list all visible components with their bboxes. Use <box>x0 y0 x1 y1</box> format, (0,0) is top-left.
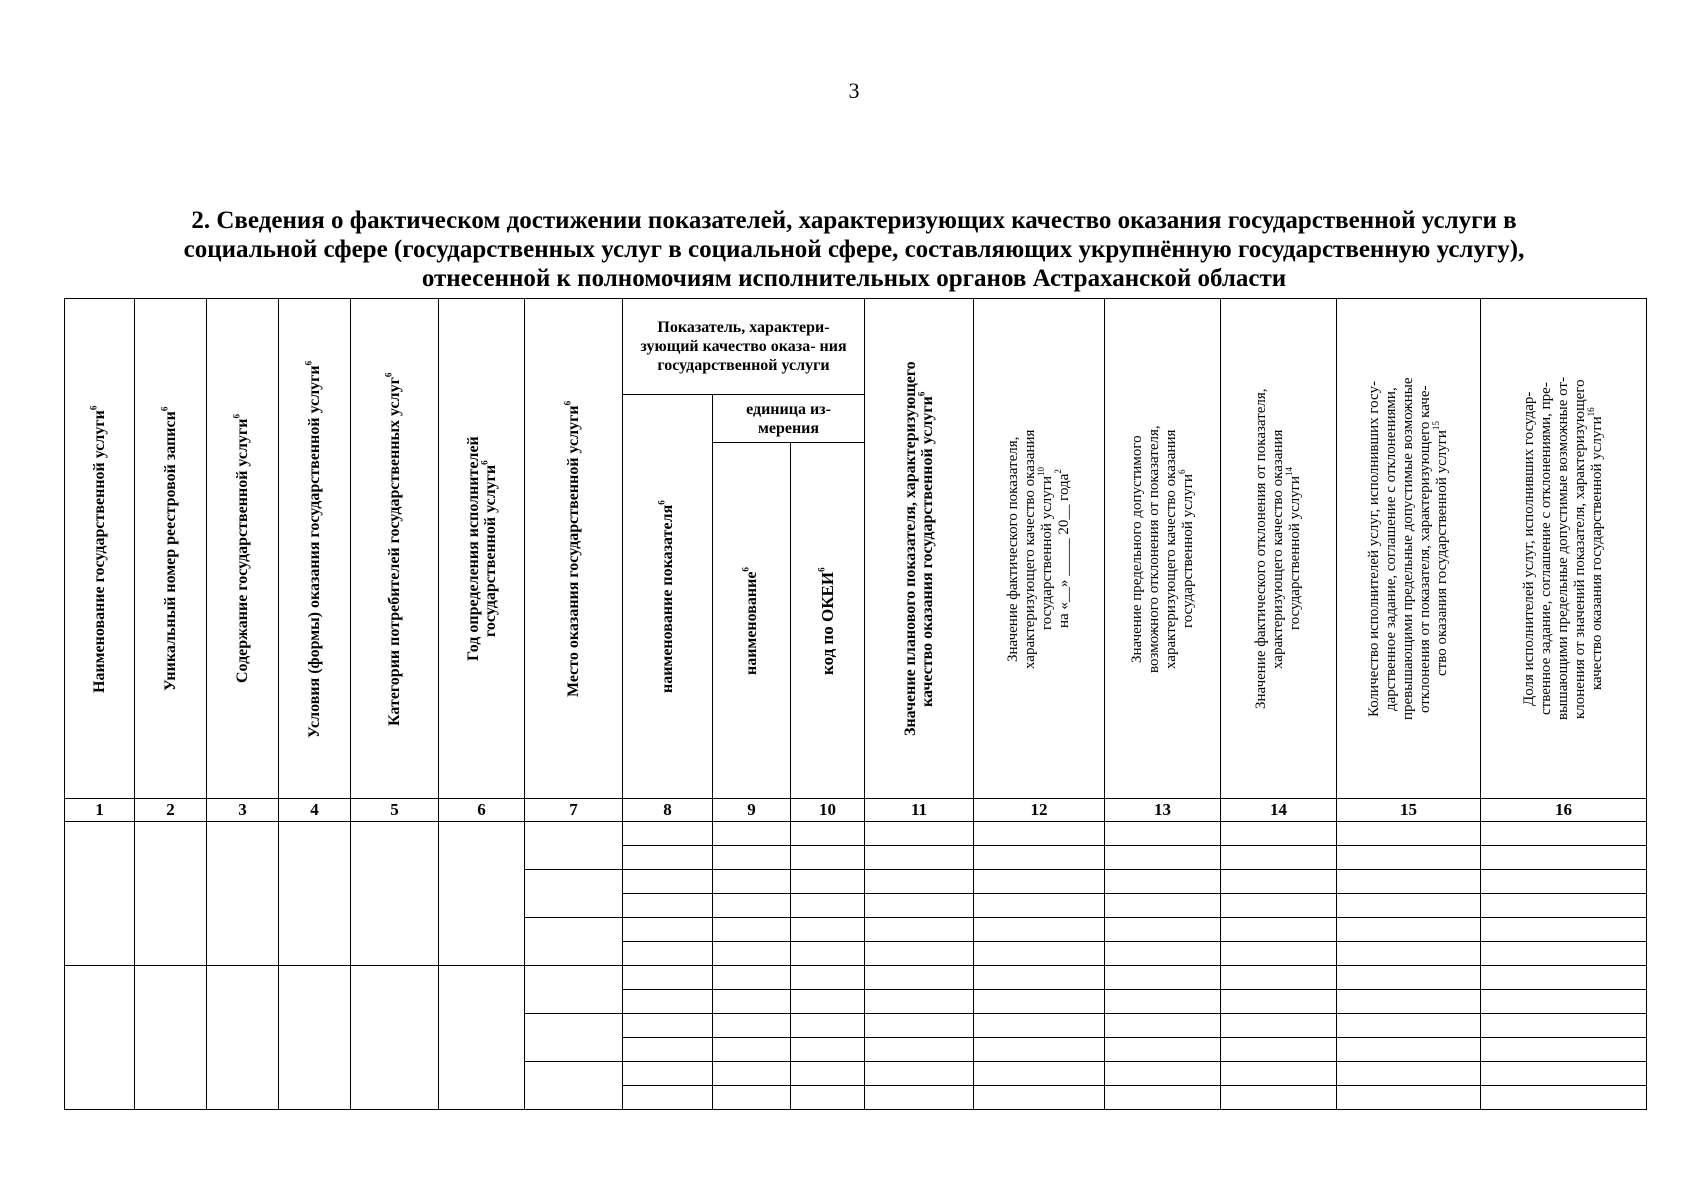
column-number: 10 <box>791 799 865 822</box>
column-number: 13 <box>1105 799 1221 822</box>
table-cell <box>974 1014 1105 1038</box>
table-cell <box>865 942 974 966</box>
column-number: 9 <box>713 799 791 822</box>
table-cell <box>791 870 865 894</box>
table-cell <box>865 870 974 894</box>
table-cell <box>1481 870 1647 894</box>
table-cell <box>1481 942 1647 966</box>
table-cell <box>974 1038 1105 1062</box>
table-cell <box>525 870 623 918</box>
table-cell <box>1481 990 1647 1014</box>
table-cell <box>623 1062 713 1086</box>
table-cell <box>1221 870 1337 894</box>
table-cell <box>713 918 791 942</box>
table-cell <box>1221 918 1337 942</box>
table-cell <box>974 822 1105 846</box>
header-col-6: Год определения исполнителей государственной услуги$^6$ <box>439 299 525 799</box>
table-cell <box>1481 822 1647 846</box>
table-cell <box>865 894 974 918</box>
table-cell <box>279 966 351 1110</box>
column-number: 8 <box>623 799 713 822</box>
table-cell <box>791 966 865 990</box>
header-col-9: наименование$^6$ <box>713 443 791 799</box>
table-cell <box>1481 1038 1647 1062</box>
table-cell <box>1481 894 1647 918</box>
table-cell <box>1337 1014 1481 1038</box>
table-cell <box>525 966 623 1014</box>
table-cell <box>1221 846 1337 870</box>
header-col-3: Содержание государственной услуги$^6$ <box>207 299 279 799</box>
table-cell <box>974 870 1105 894</box>
header-col-4: Условия (формы) оказания государственной услуги$^6$ <box>279 299 351 799</box>
table-cell <box>623 870 713 894</box>
table-cell <box>974 942 1105 966</box>
table-cell <box>1481 918 1647 942</box>
table-cell <box>791 1086 865 1110</box>
column-numbers-row <box>65 799 1647 822</box>
table-cell <box>623 918 713 942</box>
table-cell <box>1105 822 1221 846</box>
table-cell <box>865 846 974 870</box>
table-cell <box>1481 1014 1647 1038</box>
table-row <box>65 822 1647 846</box>
table-cell <box>713 1062 791 1086</box>
table-cell <box>525 822 623 870</box>
table-cell <box>1105 894 1221 918</box>
header-col-5: Категории потребителей государственных услуг$^6$ <box>351 299 439 799</box>
header-col-11: Значение планового показателя, характеризующего качество оказания государственной услуги$^6$ <box>865 299 974 799</box>
column-number: 4 <box>279 799 351 822</box>
table-cell <box>207 822 279 966</box>
table-cell <box>713 894 791 918</box>
table-cell <box>439 822 525 966</box>
table-cell <box>974 966 1105 990</box>
header-group-unit: единица из- мерения <box>713 395 865 443</box>
table-cell <box>865 990 974 1014</box>
table-cell <box>1221 990 1337 1014</box>
table-cell <box>1221 1062 1337 1086</box>
table-cell <box>974 1086 1105 1110</box>
table-cell <box>865 966 974 990</box>
column-number: 15 <box>1337 799 1481 822</box>
table-cell <box>974 894 1105 918</box>
table-cell <box>713 1086 791 1110</box>
table-cell <box>1337 1086 1481 1110</box>
table-cell <box>351 966 439 1110</box>
table-cell <box>1105 1038 1221 1062</box>
table-cell <box>1337 990 1481 1014</box>
column-number: 7 <box>525 799 623 822</box>
table-cell <box>279 822 351 966</box>
table-cell <box>791 918 865 942</box>
header-col-13: Значение предельного допустимого возможного отклонения от показателя, характеризующего качество оказания государственной услуги$^6$ <box>1105 299 1221 799</box>
table-cell <box>791 990 865 1014</box>
header-col-2: Уникальный номер реестровой записи$^6$ <box>135 299 207 799</box>
table-cell <box>1221 942 1337 966</box>
table-cell <box>974 846 1105 870</box>
table-cell <box>1337 1038 1481 1062</box>
table-cell <box>623 846 713 870</box>
table-cell <box>1105 918 1221 942</box>
table-cell <box>623 966 713 990</box>
table-cell <box>135 966 207 1110</box>
table-cell <box>865 1014 974 1038</box>
table-cell <box>791 942 865 966</box>
table-cell <box>865 822 974 846</box>
section-title <box>100 206 1608 293</box>
header-col-7: Место оказания государственной услуги$^6$ <box>525 299 623 799</box>
table-cell <box>623 822 713 846</box>
table-cell <box>791 1038 865 1062</box>
column-number: 16 <box>1481 799 1647 822</box>
table-cell <box>713 990 791 1014</box>
indicators-table <box>64 298 1647 1110</box>
table-cell <box>1481 1062 1647 1086</box>
table-cell <box>1221 966 1337 990</box>
table-cell <box>791 1014 865 1038</box>
table-cell <box>865 1086 974 1110</box>
table-cell <box>1481 846 1647 870</box>
header-col-8: наименование показателя$^6$ <box>623 395 713 799</box>
table-cell <box>865 1038 974 1062</box>
header-col-1: Наименование государственной услуги$^6$ <box>65 299 135 799</box>
table-cell <box>439 966 525 1110</box>
table-cell <box>713 966 791 990</box>
table-cell <box>791 822 865 846</box>
header-col-10: код по ОКЕИ$^6$ <box>791 443 865 799</box>
table-cell <box>1337 894 1481 918</box>
table-cell <box>623 1014 713 1038</box>
table-cell <box>1221 1014 1337 1038</box>
column-number: 3 <box>207 799 279 822</box>
header-col-14: Значение фактического отклонения от показателя, характеризующего качество оказания государственной услуги$^{14}$ <box>1221 299 1337 799</box>
table-cell <box>623 990 713 1014</box>
table-cell <box>1221 1038 1337 1062</box>
table-cell <box>623 1086 713 1110</box>
page-number: 3 <box>848 78 860 103</box>
column-number: 14 <box>1221 799 1337 822</box>
table-cell <box>1481 1086 1647 1110</box>
table-cell <box>65 966 135 1110</box>
header-col-12: Значение фактического показателя, характеризующего качество оказания государственной услуги$^{10}$ на «__» _____ 20__ года$^2$ <box>974 299 1105 799</box>
table-cell <box>207 966 279 1110</box>
table-cell <box>791 846 865 870</box>
table-cell <box>1105 942 1221 966</box>
header-col-15: Количество исполнителей услуг, исполнивших госу- дарственное задание, соглашение с отклонениями, превышающими предельные допустимые возможные отклонения от показателя, характеризующего каче- ство оказания государственной услуги$^{15}$ <box>1337 299 1481 799</box>
table-row <box>65 966 1647 990</box>
table-cell <box>1481 966 1647 990</box>
column-number: 5 <box>351 799 439 822</box>
table-cell <box>974 1062 1105 1086</box>
table-cell <box>1337 918 1481 942</box>
table-cell <box>865 918 974 942</box>
section-title-line-3: отнесенной к полномочиям исполнительных органов Астраханской области <box>421 265 1287 292</box>
header-group-indicator: Показатель, характери- зующий качество оказа- ния государственной услуги <box>623 299 865 395</box>
table-cell <box>623 942 713 966</box>
header-col-16: Доля исполнителей услуг, исполнивших государ- ственное задание, соглашение с отклонениями, пре- вышающими предельные допустимые возможные от- клонения от значений показателя, характеризующего качество оказания государственной услуги$^{16}$ <box>1481 299 1647 799</box>
table-cell <box>713 1038 791 1062</box>
table-cell <box>525 1014 623 1062</box>
table-cell <box>525 1062 623 1110</box>
table-cell <box>1221 822 1337 846</box>
section-title-line-2: социальной сфере (государственных услуг в социальной сфере, составляющих укрупнённую государственную услугу), <box>183 236 1525 263</box>
table-cell <box>1105 1014 1221 1038</box>
table-cell <box>1337 846 1481 870</box>
table-cell <box>865 1062 974 1086</box>
table-cell <box>1337 942 1481 966</box>
table-cell <box>713 942 791 966</box>
table-cell <box>1105 1086 1221 1110</box>
table-cell <box>1105 870 1221 894</box>
table-cell <box>713 846 791 870</box>
table-cell <box>351 822 439 966</box>
column-number: 12 <box>974 799 1105 822</box>
table-cell <box>1337 870 1481 894</box>
table-cell <box>1337 966 1481 990</box>
table-cell <box>1105 1062 1221 1086</box>
table-cell <box>623 1038 713 1062</box>
table-cell <box>713 1014 791 1038</box>
table-cell <box>974 918 1105 942</box>
section-title-line-1: 2. Сведения о фактическом достижении показателей, характеризующих качество оказания государственной услуги в <box>191 207 1517 234</box>
table-cell <box>623 894 713 918</box>
table-cell <box>135 822 207 966</box>
table-cell <box>1221 1086 1337 1110</box>
table-cell <box>713 870 791 894</box>
table-cell <box>525 918 623 966</box>
table-cell <box>1105 846 1221 870</box>
table-cell <box>791 1062 865 1086</box>
table-cell <box>713 822 791 846</box>
table-cell <box>65 822 135 966</box>
column-number: 2 <box>135 799 207 822</box>
table-cell <box>1105 966 1221 990</box>
table-cell <box>1105 990 1221 1014</box>
column-number: 6 <box>439 799 525 822</box>
column-number: 11 <box>865 799 974 822</box>
table-cell <box>791 894 865 918</box>
table-cell <box>1337 822 1481 846</box>
table-cell <box>1221 894 1337 918</box>
table-cell <box>974 990 1105 1014</box>
column-number: 1 <box>65 799 135 822</box>
table-cell <box>1337 1062 1481 1086</box>
